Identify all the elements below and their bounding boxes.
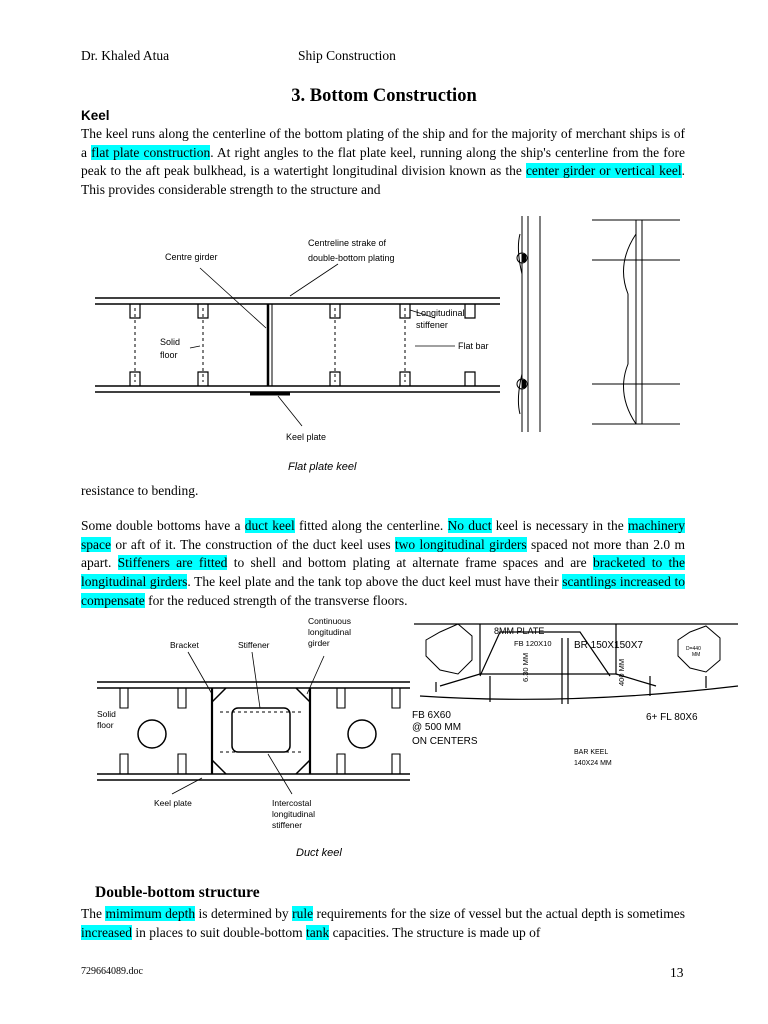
fig2-label: floor xyxy=(97,720,114,730)
fig2-caption: Duct keel xyxy=(296,847,342,859)
fig2-label: longitudinal xyxy=(308,627,352,637)
text-run: keel is necessary in the xyxy=(491,518,629,533)
keel-heading: Keel xyxy=(81,108,110,123)
fig3-label: ON CENTERS xyxy=(412,736,478,747)
header-author: Dr. Khaled Atua xyxy=(81,48,170,63)
text-run: is determined by xyxy=(195,906,293,921)
fig2-label: longitudinal xyxy=(272,809,316,819)
fig1-label: Flat bar xyxy=(458,341,489,351)
fig2-label: Bracket xyxy=(170,640,199,650)
fig3-label: D=440 xyxy=(686,646,701,652)
highlighted-phrase: mimimum depth xyxy=(105,906,196,921)
page-number: 13 xyxy=(670,965,684,980)
fig3-label: @ 500 MM xyxy=(412,722,462,733)
fig1-label: Longitudinal xyxy=(416,308,465,318)
fig3-label: BAR KEEL xyxy=(574,749,609,756)
keel-paragraph-continued: resistance to bending. xyxy=(81,483,199,498)
fig3-label: 140X24 MM xyxy=(574,760,612,767)
text-run: spaced not more than 2.0 m apart. xyxy=(81,536,685,571)
fig3-label: FB 120X10 xyxy=(514,639,552,648)
highlighted-phrase: increased xyxy=(81,924,132,940)
text-run: or aft of it. The construction of the duct keel uses xyxy=(110,536,395,552)
fig2-label: stiffener xyxy=(272,820,303,830)
text-run: to shell and bottom plating at alternate frame spaces and are xyxy=(227,555,593,571)
highlighted-phrase: machinery space xyxy=(81,518,685,552)
highlighted-phrase: No duct xyxy=(447,518,492,533)
fig3-label: BR 150X150X7 xyxy=(574,640,643,651)
highlighted-phrase: scantlings increased to compensate xyxy=(81,574,685,608)
text-run: Some double bottoms have a xyxy=(81,518,245,533)
highlighted-phrase: tank xyxy=(305,924,330,940)
text-run: fitted along the centerline. xyxy=(294,518,448,533)
keel-paragraph xyxy=(81,125,685,200)
header-course: Ship Construction xyxy=(298,48,396,63)
fig2-label: Solid xyxy=(97,709,116,719)
fig1-label: stiffener xyxy=(416,320,448,330)
double-bottom-paragraph xyxy=(81,905,685,942)
duct-keel-paragraph xyxy=(81,517,685,611)
text-run: The xyxy=(81,906,106,921)
highlighted-phrase: center girder or vertical keel xyxy=(525,163,682,179)
highlighted-phrase: duct keel xyxy=(244,518,295,533)
highlighted-phrase: bracketed to the longitudinal girders xyxy=(81,555,685,590)
girder-elevation-figure xyxy=(500,214,682,436)
fig3-label: FB 6X60 xyxy=(412,710,451,721)
fig2-label: Intercostal xyxy=(272,798,312,808)
text-run: in places to suit double-bottom xyxy=(131,924,306,940)
fig2-label: Keel plate xyxy=(154,798,192,808)
highlighted-phrase: Stiffeners are fitted xyxy=(117,555,228,571)
fig2-label: Stiffener xyxy=(238,640,270,650)
highlighted-phrase: two longitudinal girders xyxy=(394,536,527,552)
duct-keel-section-figure xyxy=(410,616,740,776)
double-bottom-heading: Double-bottom structure xyxy=(95,884,260,901)
fig3-label: 6.30 MM xyxy=(521,652,530,682)
fig3-label: 8MM PLATE xyxy=(494,626,545,636)
text-run: . At right angles to the flat plate keel, running along the ship's centerline from the fore peak to the aft peak bulkhead, is a watertight longitudinal division known as the xyxy=(81,144,685,179)
text-run: capacities. The structure is made up of xyxy=(329,924,541,940)
duct-keel-figure xyxy=(92,612,414,864)
flat-plate-keel-figure xyxy=(90,228,510,480)
fig3-label: MM xyxy=(692,652,701,658)
fig3-label: 6+ FL 80X6 xyxy=(646,712,698,723)
text-run: requirements for the size of vessel but the actual depth is sometimes xyxy=(313,906,685,921)
highlighted-phrase: rule xyxy=(292,906,314,921)
highlighted-phrase: flat plate construction xyxy=(91,144,211,160)
fig1-label: Centreline strake of xyxy=(308,238,387,248)
fig1-label: Centre girder xyxy=(165,252,218,262)
fig2-label: Continuous xyxy=(308,616,352,626)
fig3-label: 400 MM xyxy=(617,658,626,686)
text-run: . This provides considerable strength to the structure and xyxy=(81,163,685,198)
section-title: 3. Bottom Construction xyxy=(291,86,477,106)
text-run: The keel runs along the centerline of the bottom plating of the ship and for the majority of merchant ships is of a xyxy=(81,126,685,160)
fig1-label: Solid xyxy=(160,337,181,347)
text-run: for the reduced strength of the transverse floors. xyxy=(144,592,408,608)
fig1-label: double-bottom plating xyxy=(308,253,395,263)
fig1-label: Keel plate xyxy=(286,432,327,442)
fig1-caption: Flat plate keel xyxy=(288,461,357,473)
fig1-label: floor xyxy=(160,350,178,360)
footer-filename: 729664089.doc xyxy=(81,966,143,977)
text-run: . The keel plate and the tank top above the duct keel must have their xyxy=(187,574,563,590)
fig2-label: girder xyxy=(308,638,330,648)
